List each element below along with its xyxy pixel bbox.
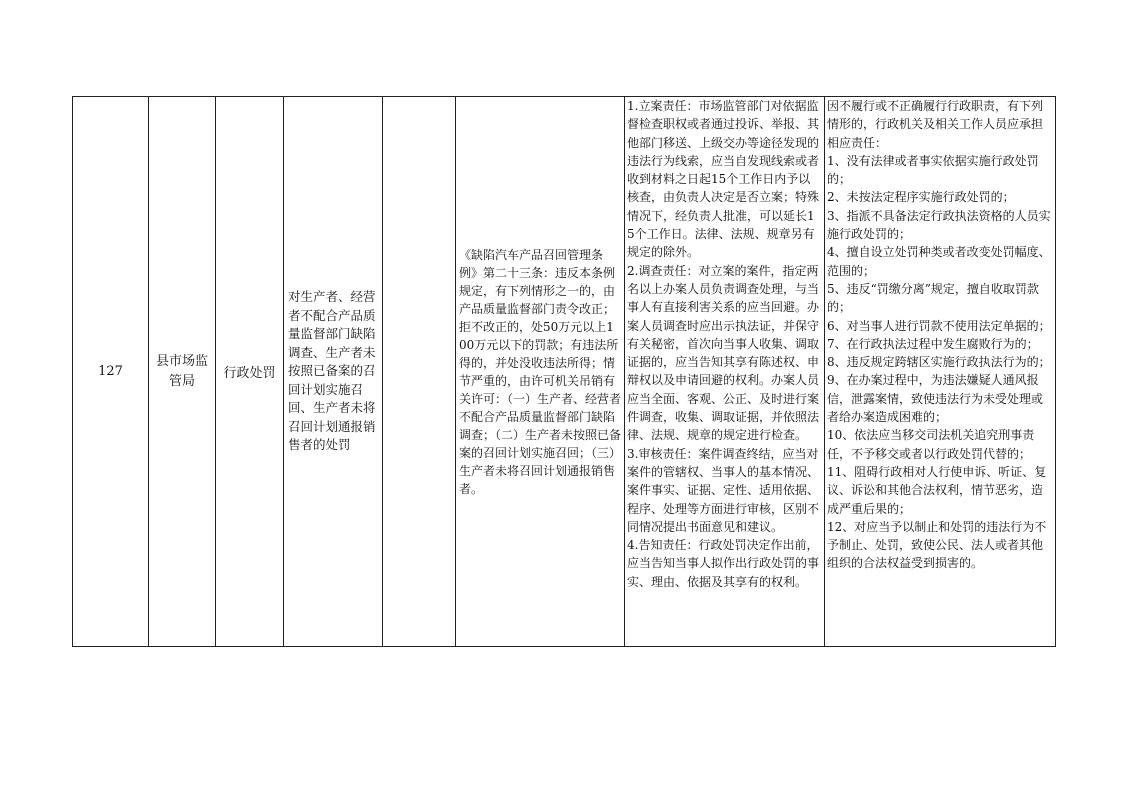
table-row [73, 97, 1056, 647]
legal-basis-cell [456, 97, 625, 647]
responsibility-paragraph: 3.审核责任：案件调查终结，应当对案件的管辖权、当事人的基本情况、案件事实、证据、定性、适用依据、程序、处理等方面进行审核，区别不同情况提出书面意见和建议。 [627, 446, 820, 534]
responsibilities-cell [625, 97, 825, 647]
liability-paragraph: 9、在办案过程中，为违法嫌疑人通风报信，泄露案情，致使违法行为未受处理或者给办案造成困难的； [827, 373, 1044, 425]
liability-paragraph: 2、未按法定程序实施行政处罚的； [827, 190, 1015, 205]
liability-paragraph: 3、指派不具备法定行政执法资格的人员实施行政处罚的； [827, 208, 1051, 242]
liability-paragraph: 6、对当事人进行罚款不使用法定单据的； [827, 318, 1051, 333]
power-type: 行政处罚 [223, 366, 276, 381]
sub-item-cell [383, 97, 456, 647]
liability-paragraph: 1、没有法律或者事实依据实施行政处罚的； [827, 153, 1039, 187]
item-name-cell [284, 97, 383, 647]
department-name: 县市场监管局 [155, 353, 208, 389]
row-number-cell [73, 97, 149, 647]
liability-paragraph: 因不履行或不正确履行行政职责，有下列情形的，行政机关及相关工作人员应承担相应责任： [827, 99, 1044, 150]
responsibility-paragraph: 4.告知责任：行政处罚决定作出前，应当告知当事人拟作出行政处罚的事实、理由、依据及其享有的权利。 [627, 538, 820, 589]
responsibility-paragraph: 1.立案责任：市场监管部门对依据监督检查职权或者通过投诉、举报、其他部门移送、上级交办等途径发现的违法行为线索，应当自发现线索或者收到材料之日起15个工作日内予以核查，由负责人决定是否立案；特殊情况下，经负责人批准，可以延长15个工作日。法律、法规、规章另有规定的除外。 [627, 99, 820, 260]
power-list-table [72, 96, 1056, 647]
row-number: 127 [98, 364, 123, 379]
liability-paragraph: 7、在行政执法过程中发生腐败行为的； [827, 336, 1039, 351]
department-cell [149, 97, 216, 647]
responsibilities-text [625, 97, 824, 646]
liability-paragraph: 8、违反规定跨辖区实施行政执法行为的； [827, 355, 1051, 370]
liability-paragraph: 12、对应当予以制止和处罚的违法行为不予制止、处罚，致使公民、法人或者其他组织的合法权益受到损害的。 [827, 519, 1047, 571]
item-name: 对生产者、经营者不配合产品质量监督部门缺陷调查、生产者未按照已备案的召回计划实施召回、生产者未将召回计划通报销售者的处罚 [288, 289, 376, 453]
liabilities-cell [825, 97, 1056, 647]
liability-paragraph: 10、依法应当移交司法机关追究刑事责任，不予移交或者以行政处罚代替的； [827, 428, 1035, 461]
responsibility-paragraph: 2.调查责任：对立案的案件，指定两名以上办案人员负责调查处理，与当事人有直接利害关系的应当回避。办案人员调查时应出示执法证，并保守有关秘密，首次向当事人收集、调取证据的，应当告知其享有陈述权、申辩权以及申请回避的权利。办案人员应当全面、客观、公正、及时进行案件调查，收集、调取证据，并依照法律、法规、规章的规定进行检查。 [627, 263, 820, 443]
legal-basis-text: 《缺陷汽车产品召回管理条例》第二十三条：违反本条例规定，有下列情形之一的，由产品质量监督部门责令改正；拒不改正的，处50万元以上100万元以下的罚款；有违法所得的，并处没收违法所得；情节严重的，由许可机关吊销有关许可：（一）生产者、经营者不配合产品质量监督部门缺陷调查；（二）生产者未按照已备案的召回计划实施召回；（三）生产者未将召回计划通报销售者。 [459, 247, 622, 496]
liability-paragraph: 4、擅自设立处罚种类或者改变处罚幅度、范围的； [827, 245, 1051, 278]
power-type-cell [216, 97, 284, 647]
liability-paragraph: 11、阻碍行政相对人行使申诉、听证、复议、诉讼和其他合法权利，情节恶劣，造成严重后果的； [827, 464, 1047, 516]
liability-paragraph: 5、违反“罚缴分离”规定，擅自收取罚款的； [827, 281, 1039, 315]
liabilities-text [825, 97, 1055, 646]
